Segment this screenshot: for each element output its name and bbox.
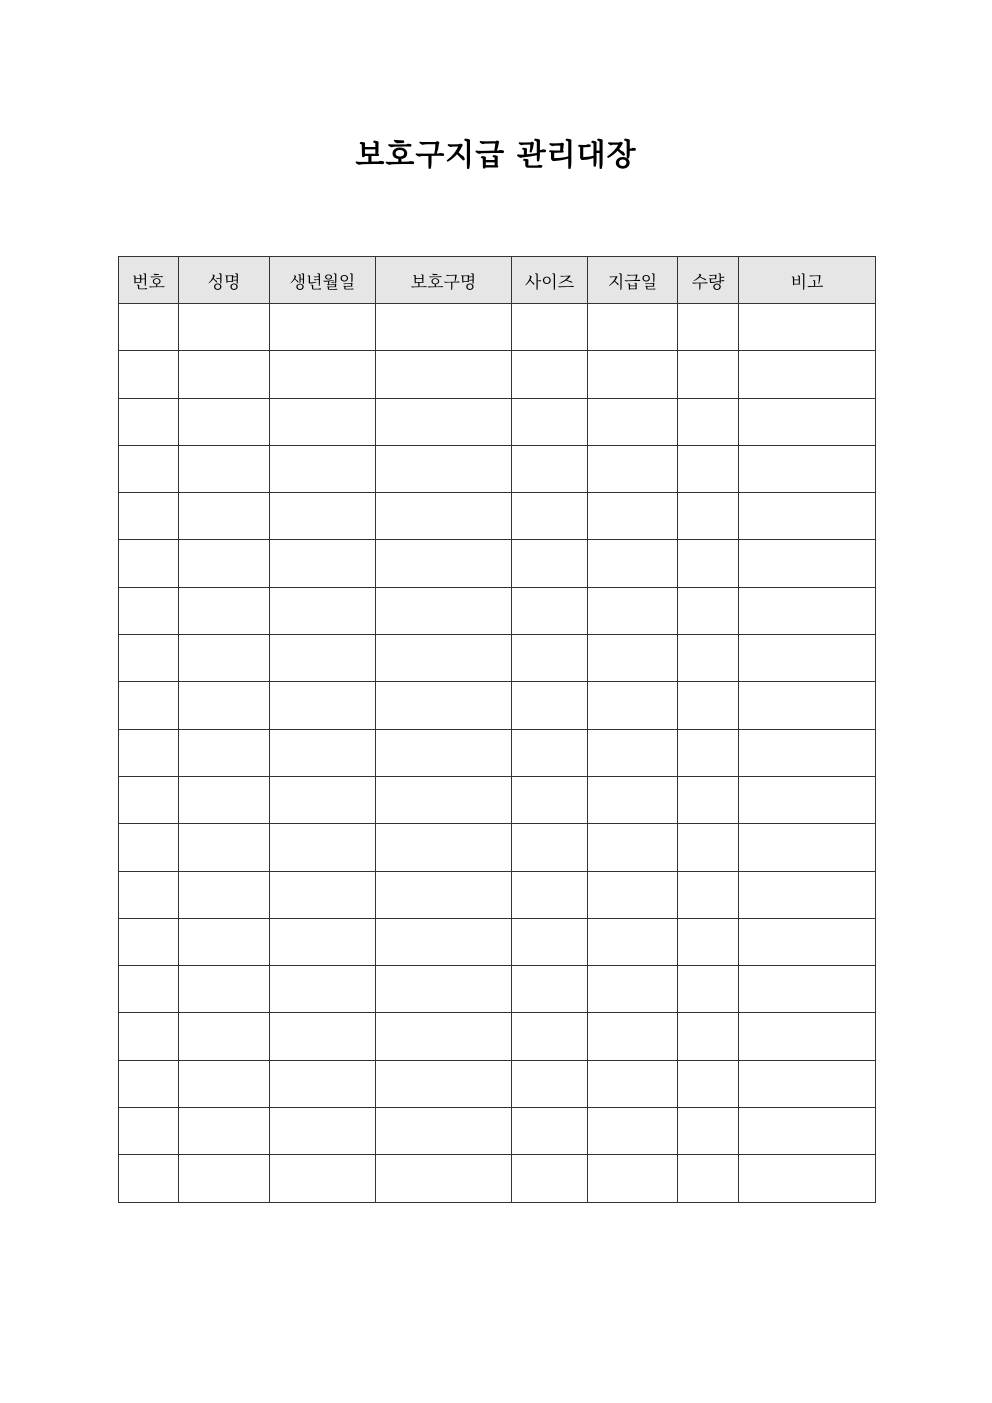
table-cell[interactable] <box>739 493 876 540</box>
table-cell[interactable] <box>588 445 678 492</box>
table-cell[interactable] <box>512 824 588 871</box>
header-number: 번호 <box>119 257 179 304</box>
table-cell[interactable] <box>739 540 876 587</box>
table-cell[interactable] <box>588 1108 678 1155</box>
page-title: 보호구지급 관리대장 <box>355 138 637 173</box>
table-row <box>119 729 876 776</box>
table-cell[interactable] <box>119 1155 179 1202</box>
table-cell[interactable] <box>588 871 678 918</box>
table-cell[interactable] <box>512 445 588 492</box>
table-cell[interactable] <box>270 445 376 492</box>
table-cell[interactable] <box>678 966 739 1013</box>
table-cell[interactable] <box>739 351 876 398</box>
table-cell[interactable] <box>739 304 876 351</box>
table-row <box>119 776 876 823</box>
table-cell[interactable] <box>678 540 739 587</box>
table-cell[interactable] <box>739 1013 876 1060</box>
header-remarks: 비고 <box>739 257 876 304</box>
ledger-table <box>118 256 876 1203</box>
table-cell[interactable] <box>179 966 270 1013</box>
table-cell[interactable] <box>512 918 588 965</box>
table-cell[interactable] <box>512 635 588 682</box>
table-cell[interactable] <box>678 1013 739 1060</box>
ledger-body <box>119 304 876 1203</box>
table-cell[interactable] <box>678 493 739 540</box>
table-cell[interactable] <box>179 1108 270 1155</box>
table-cell[interactable] <box>588 966 678 1013</box>
table-cell[interactable] <box>739 682 876 729</box>
table-cell[interactable] <box>270 729 376 776</box>
header-equipment-name: 보호구명 <box>376 257 512 304</box>
table-cell[interactable] <box>512 351 588 398</box>
table-cell[interactable] <box>376 824 512 871</box>
header-issue-date: 지급일 <box>588 257 678 304</box>
table-row <box>119 1060 876 1107</box>
table-cell[interactable] <box>739 776 876 823</box>
table-row <box>119 493 876 540</box>
table-cell[interactable] <box>588 635 678 682</box>
table-cell[interactable] <box>179 918 270 965</box>
table-cell[interactable] <box>270 540 376 587</box>
table-cell[interactable] <box>678 351 739 398</box>
table-cell[interactable] <box>119 635 179 682</box>
table-row <box>119 918 876 965</box>
table-cell[interactable] <box>376 918 512 965</box>
table-cell[interactable] <box>588 493 678 540</box>
table-cell[interactable] <box>119 682 179 729</box>
table-cell[interactable] <box>512 682 588 729</box>
header-size: 사이즈 <box>512 257 588 304</box>
table-cell[interactable] <box>270 635 376 682</box>
table-cell[interactable] <box>179 398 270 445</box>
table-cell[interactable] <box>179 682 270 729</box>
table-cell[interactable] <box>270 587 376 634</box>
table-row <box>119 351 876 398</box>
table-row <box>119 871 876 918</box>
table-cell[interactable] <box>119 1060 179 1107</box>
table-cell[interactable] <box>179 540 270 587</box>
table-cell[interactable] <box>376 398 512 445</box>
table-cell[interactable] <box>588 729 678 776</box>
table-cell[interactable] <box>179 776 270 823</box>
table-cell[interactable] <box>376 776 512 823</box>
table-cell[interactable] <box>588 1060 678 1107</box>
table-cell[interactable] <box>678 776 739 823</box>
table-row <box>119 304 876 351</box>
table-cell[interactable] <box>119 966 179 1013</box>
table-cell[interactable] <box>179 635 270 682</box>
table-cell[interactable] <box>678 1060 739 1107</box>
table-cell[interactable] <box>739 824 876 871</box>
table-cell[interactable] <box>119 304 179 351</box>
header-row <box>119 257 876 304</box>
table-cell[interactable] <box>179 729 270 776</box>
table-cell[interactable] <box>119 587 179 634</box>
table-cell[interactable] <box>179 1013 270 1060</box>
table-cell[interactable] <box>512 493 588 540</box>
table-cell[interactable] <box>678 445 739 492</box>
table-cell[interactable] <box>678 587 739 634</box>
table-cell[interactable] <box>376 493 512 540</box>
table-cell[interactable] <box>739 918 876 965</box>
table-cell[interactable] <box>119 1013 179 1060</box>
table-cell[interactable] <box>270 776 376 823</box>
table-cell[interactable] <box>270 304 376 351</box>
table-cell[interactable] <box>270 1060 376 1107</box>
table-cell[interactable] <box>179 351 270 398</box>
table-cell[interactable] <box>512 966 588 1013</box>
table-cell[interactable] <box>678 1155 739 1202</box>
table-cell[interactable] <box>739 445 876 492</box>
table-cell[interactable] <box>588 918 678 965</box>
table-cell[interactable] <box>119 493 179 540</box>
table-cell[interactable] <box>739 871 876 918</box>
table-cell[interactable] <box>512 1060 588 1107</box>
table-cell[interactable] <box>376 871 512 918</box>
table-cell[interactable] <box>739 635 876 682</box>
table-row <box>119 398 876 445</box>
table-cell[interactable] <box>678 918 739 965</box>
table-row <box>119 540 876 587</box>
table-cell[interactable] <box>376 729 512 776</box>
table-row <box>119 966 876 1013</box>
table-cell[interactable] <box>119 824 179 871</box>
table-cell[interactable] <box>588 540 678 587</box>
table-cell[interactable] <box>376 682 512 729</box>
table-cell[interactable] <box>179 304 270 351</box>
table-cell[interactable] <box>376 304 512 351</box>
table-cell[interactable] <box>678 682 739 729</box>
table-cell[interactable] <box>179 824 270 871</box>
table-cell[interactable] <box>270 966 376 1013</box>
table-cell[interactable] <box>179 587 270 634</box>
table-row <box>119 682 876 729</box>
table-cell[interactable] <box>512 587 588 634</box>
table-cell[interactable] <box>588 776 678 823</box>
table-cell[interactable] <box>119 776 179 823</box>
table-cell[interactable] <box>512 1108 588 1155</box>
table-cell[interactable] <box>376 540 512 587</box>
table-row <box>119 445 876 492</box>
table-cell[interactable] <box>588 351 678 398</box>
table-cell[interactable] <box>179 871 270 918</box>
table-row <box>119 1013 876 1060</box>
table-cell[interactable] <box>376 1108 512 1155</box>
table-cell[interactable] <box>512 540 588 587</box>
table-cell[interactable] <box>739 1060 876 1107</box>
table-cell[interactable] <box>739 966 876 1013</box>
table-cell[interactable] <box>270 351 376 398</box>
table-cell[interactable] <box>270 1013 376 1060</box>
table-cell[interactable] <box>270 398 376 445</box>
table-cell[interactable] <box>270 918 376 965</box>
table-cell[interactable] <box>588 1013 678 1060</box>
table-cell[interactable] <box>678 871 739 918</box>
table-cell[interactable] <box>512 398 588 445</box>
table-cell[interactable] <box>119 918 179 965</box>
table-cell[interactable] <box>512 871 588 918</box>
table-cell[interactable] <box>588 1155 678 1202</box>
table-cell[interactable] <box>588 398 678 445</box>
table-cell[interactable] <box>376 1060 512 1107</box>
table-cell[interactable] <box>119 540 179 587</box>
table-row <box>119 1155 876 1202</box>
table-cell[interactable] <box>376 587 512 634</box>
table-cell[interactable] <box>119 398 179 445</box>
table-cell[interactable] <box>678 824 739 871</box>
table-cell[interactable] <box>512 304 588 351</box>
table-cell[interactable] <box>179 1155 270 1202</box>
table-cell[interactable] <box>179 1060 270 1107</box>
table-row <box>119 635 876 682</box>
table-cell[interactable] <box>119 729 179 776</box>
table-cell[interactable] <box>179 493 270 540</box>
table-cell[interactable] <box>588 682 678 729</box>
table-cell[interactable] <box>512 729 588 776</box>
table-cell[interactable] <box>678 1108 739 1155</box>
table-cell[interactable] <box>739 729 876 776</box>
header-birthdate: 생년월일 <box>270 257 376 304</box>
header-quantity: 수량 <box>678 257 739 304</box>
table-cell[interactable] <box>588 587 678 634</box>
table-cell[interactable] <box>512 1155 588 1202</box>
table-row <box>119 587 876 634</box>
table-cell[interactable] <box>119 1108 179 1155</box>
table-cell[interactable] <box>678 635 739 682</box>
table-cell[interactable] <box>270 1155 376 1202</box>
header-name: 성명 <box>179 257 270 304</box>
table-cell[interactable] <box>270 824 376 871</box>
table-cell[interactable] <box>739 1108 876 1155</box>
table-cell[interactable] <box>739 398 876 445</box>
table-cell[interactable] <box>739 587 876 634</box>
table-cell[interactable] <box>376 1013 512 1060</box>
table-row <box>119 824 876 871</box>
table-cell[interactable] <box>678 398 739 445</box>
table-cell[interactable] <box>119 445 179 492</box>
table-cell[interactable] <box>270 682 376 729</box>
table-cell[interactable] <box>588 824 678 871</box>
table-cell[interactable] <box>376 445 512 492</box>
table-cell[interactable] <box>739 1155 876 1202</box>
table-cell[interactable] <box>179 445 270 492</box>
table-cell[interactable] <box>119 871 179 918</box>
table-cell[interactable] <box>678 729 739 776</box>
table-cell[interactable] <box>512 776 588 823</box>
table-cell[interactable] <box>270 871 376 918</box>
table-cell[interactable] <box>376 635 512 682</box>
table-cell[interactable] <box>376 351 512 398</box>
table-cell[interactable] <box>270 1108 376 1155</box>
table-cell[interactable] <box>376 1155 512 1202</box>
table-cell[interactable] <box>376 966 512 1013</box>
table-cell[interactable] <box>678 304 739 351</box>
table-cell[interactable] <box>512 1013 588 1060</box>
table-cell[interactable] <box>588 304 678 351</box>
table-cell[interactable] <box>270 493 376 540</box>
table-row <box>119 1108 876 1155</box>
table-cell[interactable] <box>119 351 179 398</box>
